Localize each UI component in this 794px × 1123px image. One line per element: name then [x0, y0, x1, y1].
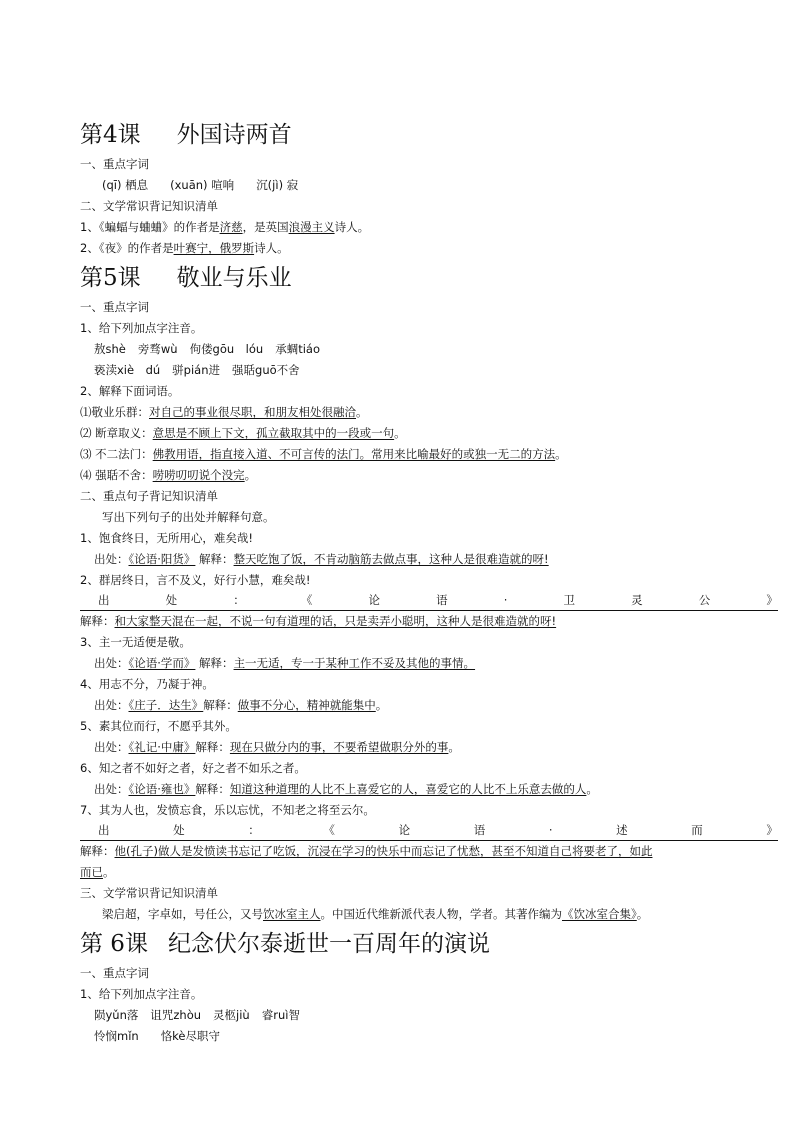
text-span: ⑵ 断章取义： — [80, 426, 153, 440]
text-span: ⑴敬业乐群： — [80, 405, 149, 419]
text-span: 出处： — [94, 656, 129, 670]
text-span: 《礼记·中庸》 — [128, 740, 196, 754]
source-justified — [80, 821, 778, 841]
text-span: 睿ruì智 — [261, 1008, 300, 1022]
document-page — [80, 118, 778, 1047]
text-span: 诅咒zhòu — [150, 1008, 202, 1022]
sentence-item: 2、群居终日，言不及义，好行小慧，难矣哉! — [80, 573, 311, 587]
text-span: 公 — [698, 593, 711, 607]
text-span: 解释： — [203, 698, 238, 712]
text-span: 怜悯mǐn — [94, 1029, 139, 1043]
lesson-number: 第4课 — [80, 122, 141, 148]
pinyin-words — [80, 1026, 770, 1047]
question: 1、给下列加点字注音。 — [80, 987, 203, 1001]
text-span: 》 — [766, 593, 778, 607]
instruction: 写出下列句子的出处并解释句意。 — [102, 510, 275, 524]
text-span: 承蜩tiáo — [275, 342, 321, 356]
text-span: 而已 — [80, 865, 103, 879]
lesson-title: 纪念伏尔泰逝世一百周年的演说 — [167, 931, 490, 957]
text-span: 他(孔子)做人是发愤读书忘记了吃饭，沉浸在学习的快乐中而忘记了忧愁，甚至不知道自己将要老了，如此 — [114, 844, 653, 858]
text-span: 2、《夜》的作者是 — [80, 241, 174, 255]
sentence-item: 7、其为人也，发愤忘食，乐以忘忧，不知老之将至云尔。 — [80, 803, 375, 817]
text-span: 。 — [375, 698, 388, 712]
text-span: 出处： — [94, 740, 129, 754]
text-span: 而 — [691, 823, 703, 837]
text-span: 语 — [473, 823, 486, 837]
text-span: 。 — [448, 740, 460, 754]
text-span: 处 — [173, 823, 185, 837]
definition — [80, 444, 770, 465]
text-span: 解释： — [195, 552, 234, 566]
text-span: ，是英国 — [242, 220, 289, 234]
text-span: 。 — [586, 782, 598, 796]
text-span: 述 — [616, 823, 628, 837]
lesson-number: 第5课 — [80, 265, 141, 291]
text-span: 。 — [555, 447, 567, 461]
source-explanation — [80, 779, 770, 800]
text-span: 出 — [98, 593, 110, 607]
text-span: ⑷ 强聒不舍： — [80, 468, 153, 482]
section-heading: 一、重点字词 — [80, 157, 149, 171]
text-span: 出处： — [94, 782, 129, 796]
text-span: 论 — [398, 823, 411, 837]
text-span: 旁骛wù — [137, 342, 178, 356]
text-span: 灵 — [631, 593, 643, 607]
text-span: 解释： — [195, 656, 234, 670]
sentence-item: 5、素其位而行，不愿乎其外。 — [80, 719, 237, 733]
text-span: 出处： — [94, 698, 129, 712]
text-span: 。 — [103, 865, 115, 879]
text-span: (qī) 栖息 — [102, 178, 149, 192]
text-span: ： — [233, 593, 245, 607]
text-span: 出 — [98, 823, 110, 837]
text-span: ⑶ 不二法门： — [80, 447, 153, 461]
text-span: 做事不分心，精神就能集中 — [237, 698, 376, 712]
pinyin-words — [80, 1005, 770, 1026]
source-explanation — [80, 549, 770, 570]
text-span: 解释： — [80, 844, 115, 858]
text-span: 解释： — [195, 782, 230, 796]
text-span: 恪kè尽职守 — [160, 1029, 221, 1043]
fact-line — [80, 217, 770, 238]
text-span: 敖shè — [94, 342, 126, 356]
text-span: 现在只做分内的事，不要希望做职分外的事 — [229, 740, 449, 754]
text-span: 解释： — [195, 740, 230, 754]
section-heading: 一、重点字词 — [80, 966, 149, 980]
text-span: 语 — [436, 593, 448, 607]
text-span: 骈pián进 — [172, 363, 221, 377]
question: 2、解释下面词语。 — [80, 384, 180, 398]
text-span: · — [503, 593, 508, 607]
source-explanation — [80, 695, 770, 716]
explanation — [80, 841, 730, 862]
text-span: 处 — [165, 593, 178, 607]
text-span: (xuān) 喧响 — [170, 178, 235, 192]
fact-line — [80, 238, 770, 259]
text-span: 》 — [766, 823, 778, 837]
section-heading: 一、重点字词 — [80, 300, 149, 314]
text-span: 。 — [244, 468, 257, 482]
text-span: 强聒guō不舍 — [232, 363, 300, 377]
text-span: 。 — [394, 426, 406, 440]
text-span: 1、《蝙蝠与蛐蛐》的作者是 — [80, 220, 220, 234]
text-span: 诗人。 — [334, 220, 370, 234]
source-explanation — [80, 737, 770, 758]
text-span: 意思是不顾上下文，孤立截取其中的一段或一句 — [152, 426, 395, 440]
lesson-title: 外国诗两首 — [176, 122, 292, 148]
text-span: 《论语·学而》 — [128, 656, 196, 670]
source-explanation — [80, 653, 770, 674]
sentence-item: 4、用志不分，乃凝于神。 — [80, 677, 214, 691]
text-span: 陨yǔn落 — [94, 1008, 139, 1022]
lesson-4-heading — [80, 120, 770, 150]
text-span: 灵柩jiù — [213, 1008, 250, 1022]
text-span: 整天吃饱了饭，不肯动脑筋去做点事，这种人是很难造就的呀! — [233, 552, 549, 566]
text-span: 叶赛宁，俄罗斯 — [173, 241, 255, 255]
sentence-item: 6、知之者不如好之者，好之者不如乐之者。 — [80, 761, 306, 775]
section-heading: 三、文学常识背记知识清单 — [80, 886, 218, 900]
text-span: 亵渎xiè dú — [94, 363, 161, 377]
text-span: 浪漫主义 — [288, 220, 335, 234]
question: 1、给下列加点字注音。 — [80, 321, 203, 335]
text-span: 出处： — [94, 552, 129, 566]
literature-fact — [80, 904, 770, 925]
text-span: 《 — [300, 593, 313, 607]
text-span: 饮冰室主人 — [263, 907, 321, 921]
lesson-5-heading — [80, 263, 770, 293]
sentence-item: 3、主一无适便是敬。 — [80, 635, 191, 649]
text-span: 沉(jì) 寂 — [256, 178, 299, 192]
lesson-number: 第 6课 — [80, 931, 148, 957]
text-span: 卫 — [563, 593, 576, 607]
definition — [80, 402, 770, 423]
text-span: 解释： — [80, 614, 115, 628]
text-span: 知道这种道理的人比不上喜爱它的人，喜爱它的人比不上乐意去做的人 — [229, 782, 587, 796]
lesson-6-heading — [80, 929, 770, 959]
text-span: ： — [248, 823, 260, 837]
text-span: 。中国近代维新派代表人物，学者。其著作编为 — [320, 907, 562, 921]
text-span: 《论语·雍也》 — [128, 782, 196, 796]
definition — [80, 465, 770, 486]
text-span: 《论语·阳货》 — [128, 552, 196, 566]
sentence-item: 1、饱食终日，无所用心，难矣哉! — [80, 531, 253, 545]
lesson-title: 敬业与乐业 — [176, 265, 292, 291]
text-span: · — [548, 823, 553, 837]
text-span: 济慈 — [219, 220, 243, 234]
text-span: 梁启超，字卓如，号任公，又号 — [102, 907, 263, 921]
section-heading: 二、文学常识背记知识清单 — [80, 199, 218, 213]
definition — [80, 423, 770, 444]
text-span: 论 — [368, 593, 380, 607]
text-span: 唠唠叨叨说个没完 — [152, 468, 245, 482]
pinyin-words — [80, 339, 770, 360]
text-span: 《庄子．达生》 — [128, 698, 204, 712]
source-justified — [80, 591, 778, 611]
text-span: 《饮冰室合集》 — [562, 907, 637, 921]
explanation — [80, 611, 770, 632]
explanation-cont — [80, 862, 770, 883]
text-span: 。 — [636, 907, 649, 921]
text-span: 佝偻gōu lóu — [189, 342, 264, 356]
text-span: 。 — [356, 405, 368, 419]
pinyin-words — [80, 175, 770, 196]
text-span: 诗人。 — [254, 241, 289, 255]
text-span: 主一无适，专一于某种工作不妥及其他的事情。 — [233, 656, 476, 670]
pinyin-words — [80, 360, 770, 381]
text-span: 佛教用语，指直接入道、不可言传的法门。常用来比喻最好的或独一无二的方法 — [152, 447, 556, 461]
text-span: 对自己的事业很尽职，和朋友相处很融洽 — [149, 405, 356, 419]
section-heading: 二、重点句子背记知识清单 — [80, 489, 218, 503]
text-span: 和大家整天混在一起，不说一句有道理的话，只是卖弄小聪明，这种人是很难造就的呀! — [114, 614, 557, 628]
text-span: 《 — [323, 823, 335, 837]
